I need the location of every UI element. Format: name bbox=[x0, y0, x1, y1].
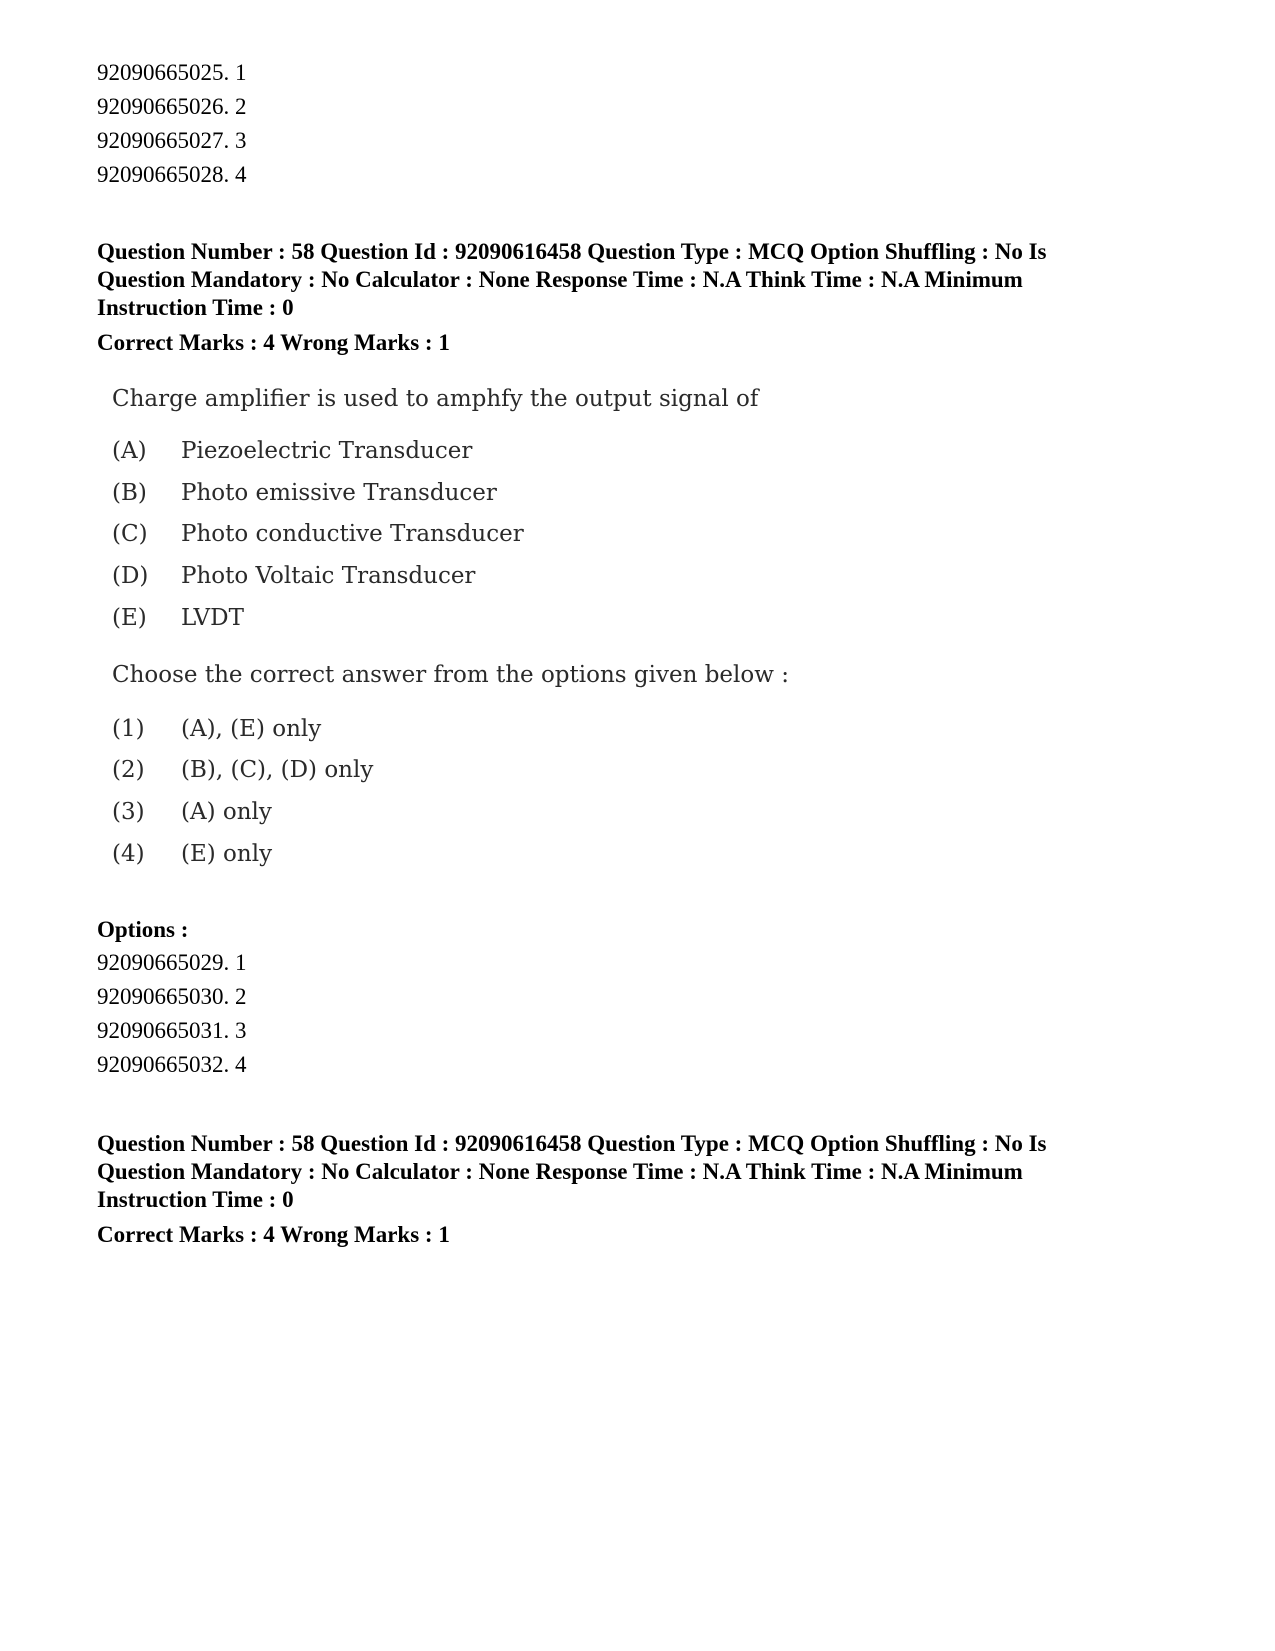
answer-label: (2) bbox=[112, 757, 145, 783]
next-question-marks: Correct Marks : 4 Wrong Marks : 1 bbox=[97, 1222, 450, 1247]
option-id-3: 92090665031. 3 bbox=[97, 1018, 247, 1043]
answer-choice bbox=[112, 799, 272, 825]
answer-choice bbox=[112, 716, 321, 742]
statement-label: (A) bbox=[112, 438, 147, 464]
statement-text: LVDT bbox=[181, 605, 244, 631]
prev-option-2: 92090665026. 2 bbox=[97, 94, 247, 119]
options-heading: Options : bbox=[97, 917, 189, 942]
answer-label: (1) bbox=[112, 716, 145, 742]
statement-item bbox=[112, 563, 475, 589]
statement-label: (B) bbox=[112, 480, 147, 506]
question-meta-line: Question Mandatory : No Calculator : None Response Time : N.A Think Time : N.A Minimum bbox=[97, 267, 1023, 292]
question-stem: Charge amplifier is used to amphfy the output signal of bbox=[112, 386, 759, 412]
answer-label: (3) bbox=[112, 799, 145, 825]
prev-option-3: 92090665027. 3 bbox=[97, 128, 247, 153]
answer-text: (A), (E) only bbox=[181, 716, 322, 742]
question-meta-line: Instruction Time : 0 bbox=[97, 295, 294, 320]
statement-text: Photo Voltaic Transducer bbox=[181, 563, 476, 589]
answer-choice bbox=[112, 757, 373, 783]
prev-option-1: 92090665025. 1 bbox=[97, 60, 247, 85]
option-id-1: 92090665029. 1 bbox=[97, 950, 247, 975]
statement-text: Photo emissive Transducer bbox=[181, 480, 497, 506]
statement-item bbox=[112, 480, 497, 506]
answer-choice bbox=[112, 841, 272, 867]
option-id-4: 92090665032. 4 bbox=[97, 1052, 247, 1077]
statement-item bbox=[112, 521, 524, 547]
answer-label: (4) bbox=[112, 841, 145, 867]
question-meta-line: Question Number : 58 Question Id : 92090616458 Question Type : MCQ Option Shuffling : No Is bbox=[97, 1131, 1047, 1156]
statement-text: Photo conductive Transducer bbox=[181, 521, 524, 547]
answer-text: (B), (C), (D) only bbox=[181, 757, 374, 783]
statement-item bbox=[112, 605, 244, 631]
next-question-meta bbox=[97, 1130, 1197, 1214]
question-meta-line: Question Number : 58 Question Id : 92090616458 Question Type : MCQ Option Shuffling : No Is bbox=[97, 239, 1047, 264]
answer-text: (E) only bbox=[181, 841, 273, 867]
choose-prompt: Choose the correct answer from the options given below : bbox=[112, 662, 789, 688]
prev-option-4: 92090665028. 4 bbox=[97, 162, 247, 187]
question-meta-line: Question Mandatory : No Calculator : None Response Time : N.A Think Time : N.A Minimum bbox=[97, 1159, 1023, 1184]
statement-label: (E) bbox=[112, 605, 147, 631]
question-meta bbox=[97, 238, 1197, 322]
statement-text: Piezoelectric Transducer bbox=[181, 438, 473, 464]
statement-label: (D) bbox=[112, 563, 149, 589]
statement-item bbox=[112, 438, 472, 464]
statement-label: (C) bbox=[112, 521, 148, 547]
option-id-2: 92090665030. 2 bbox=[97, 984, 247, 1009]
answer-text: (A) only bbox=[181, 799, 272, 825]
question-marks: Correct Marks : 4 Wrong Marks : 1 bbox=[97, 330, 450, 355]
question-meta-line: Instruction Time : 0 bbox=[97, 1187, 294, 1212]
question-image bbox=[108, 382, 808, 902]
